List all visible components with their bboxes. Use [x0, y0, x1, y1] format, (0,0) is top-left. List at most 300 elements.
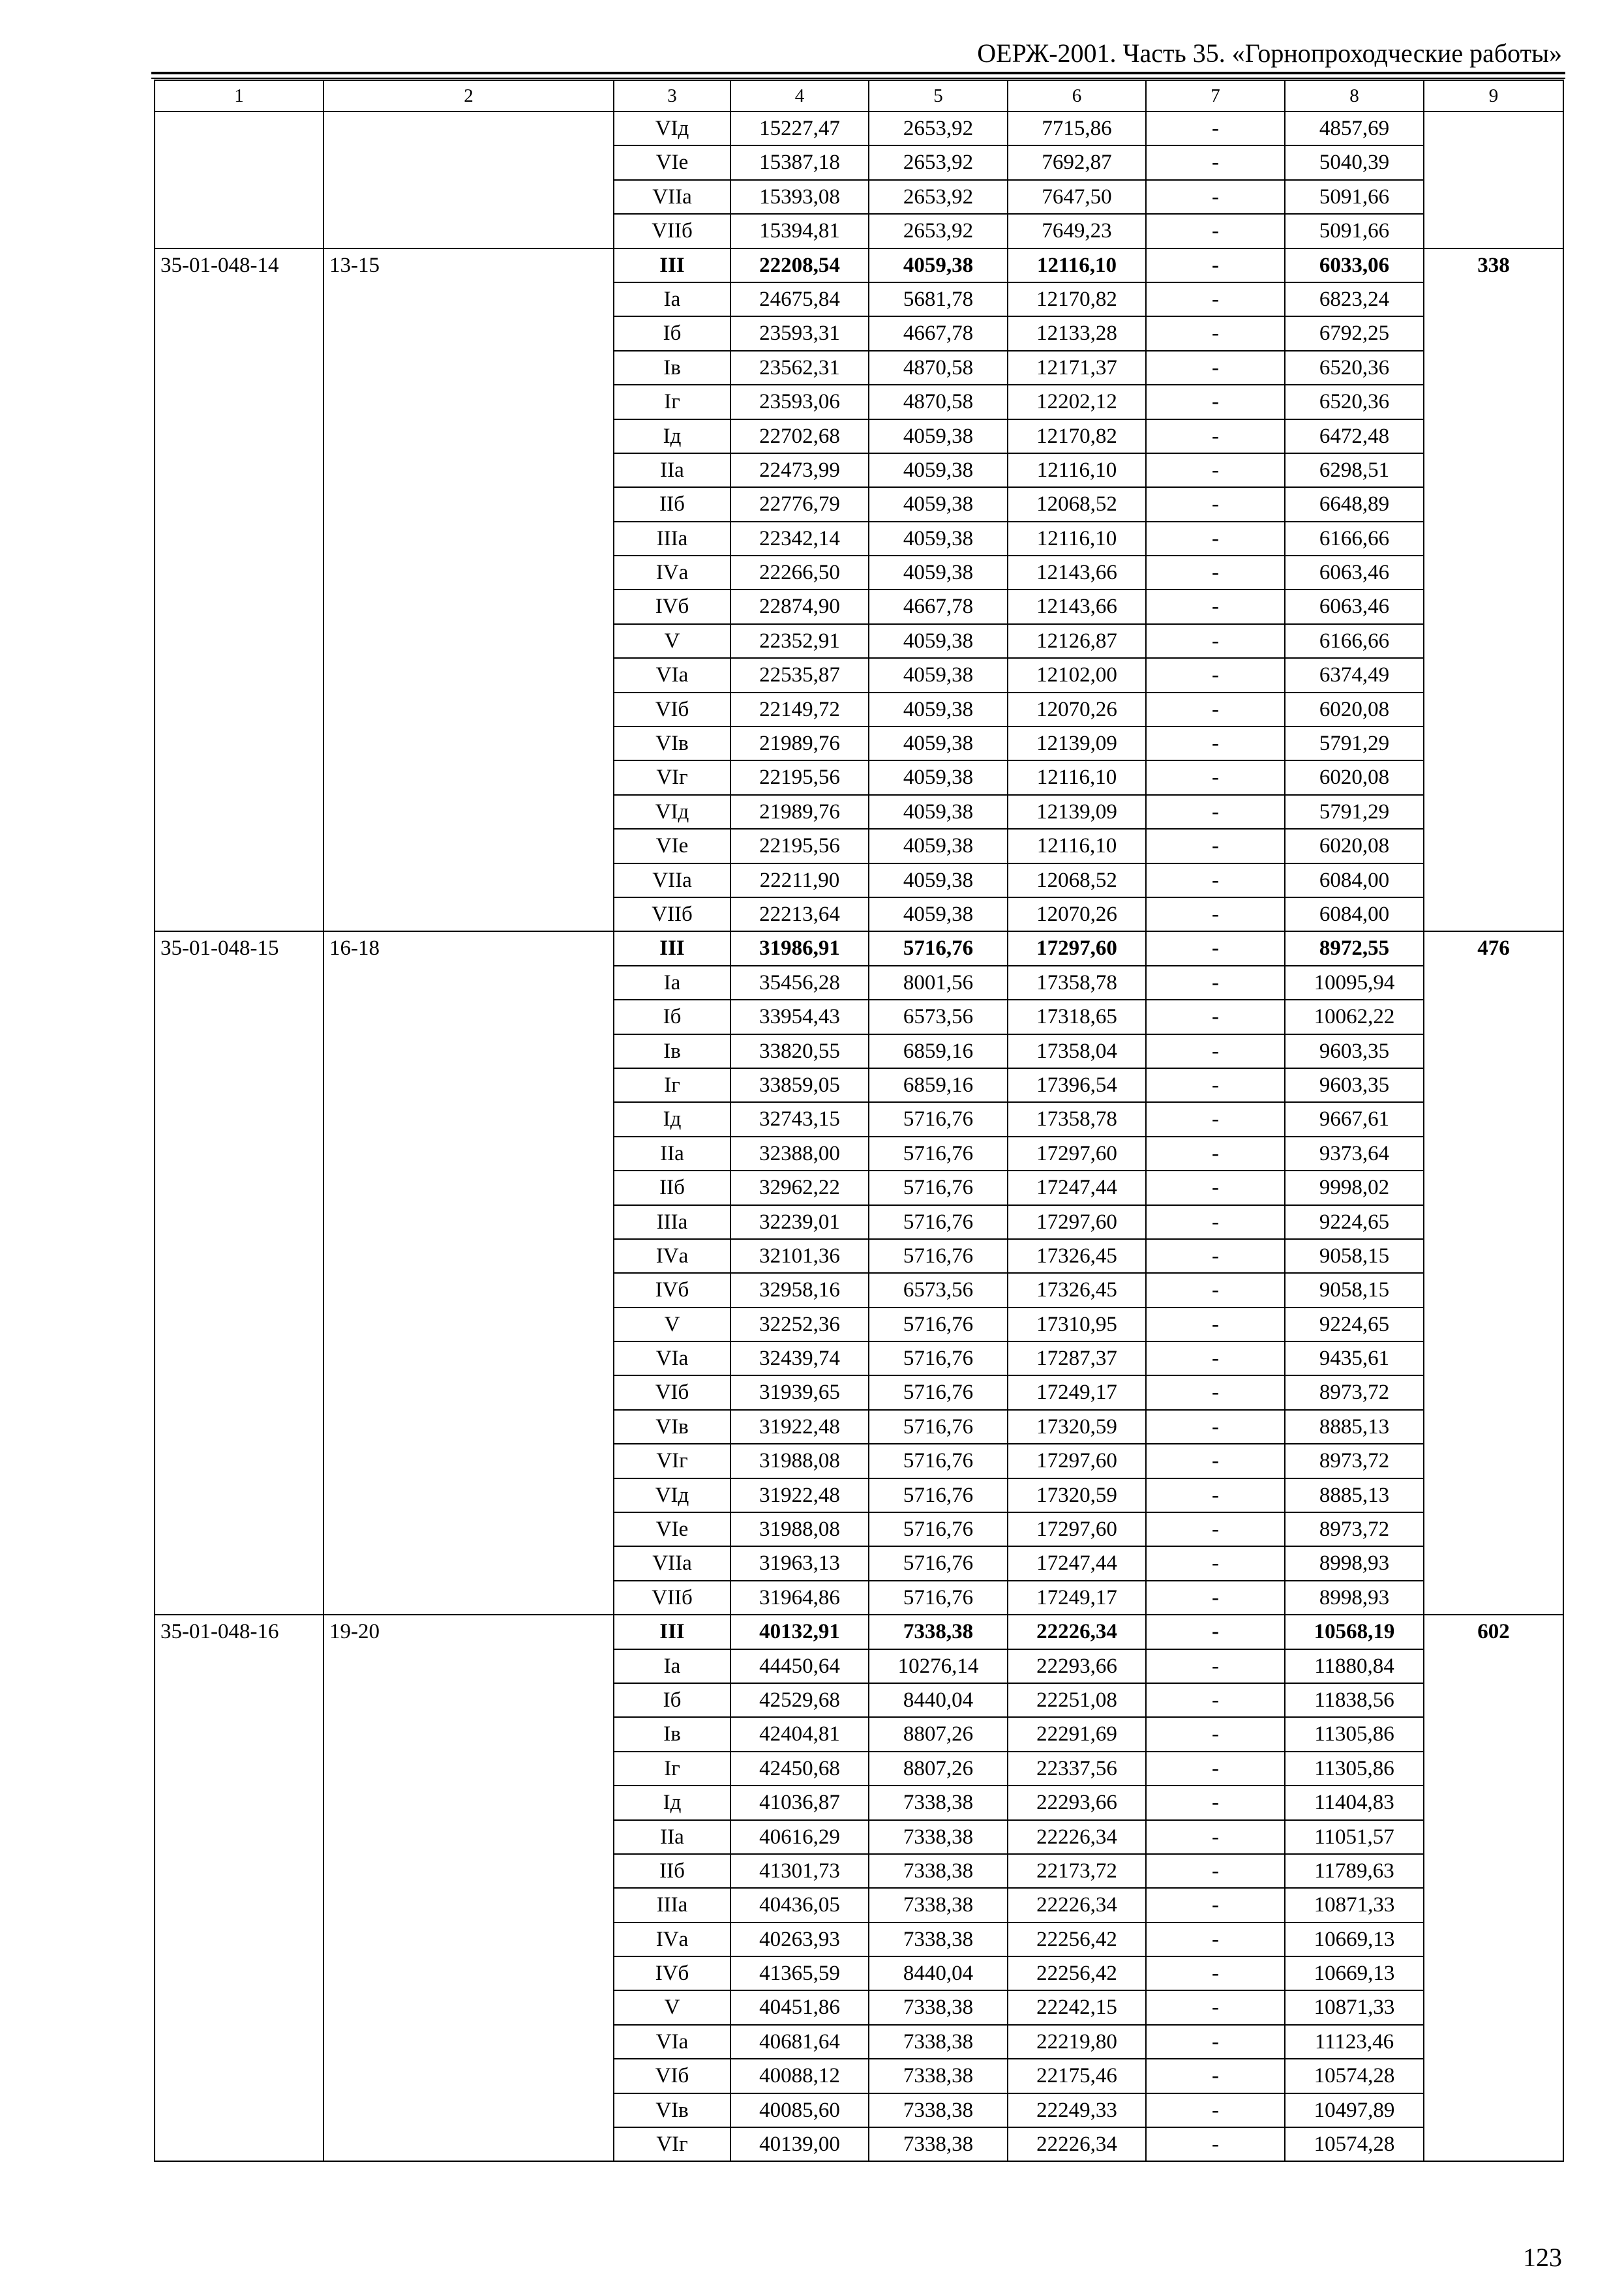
- value-cell: 4059,38: [869, 556, 1008, 590]
- value-cell: 8001,56: [869, 966, 1008, 1000]
- value-cell: -: [1146, 1000, 1285, 1034]
- value-cell: 22337,56: [1008, 1752, 1146, 1786]
- value-cell: -: [1146, 760, 1285, 794]
- value-cell: 17320,59: [1008, 1478, 1146, 1512]
- column-number: 2: [323, 80, 614, 112]
- value-cell: -: [1146, 829, 1285, 863]
- zone-cell: VIе: [614, 1512, 730, 1546]
- value-cell: 22776,79: [730, 487, 869, 521]
- value-cell: 17287,37: [1008, 1341, 1146, 1375]
- value-cell: 8885,13: [1285, 1410, 1424, 1444]
- value-cell: 15227,47: [730, 112, 869, 145]
- value-cell: 17297,60: [1008, 1137, 1146, 1171]
- value-cell: 21989,76: [730, 795, 869, 829]
- value-cell: -: [1146, 1512, 1285, 1546]
- value-cell: 23562,31: [730, 351, 869, 385]
- value-cell: -: [1146, 145, 1285, 179]
- value-cell: -: [1146, 1205, 1285, 1239]
- column-number: 7: [1146, 80, 1285, 112]
- rates-table: [154, 80, 1564, 2162]
- value-cell: 8807,26: [869, 1717, 1008, 1751]
- zone-cell: VIа: [614, 2025, 730, 2059]
- value-cell: -: [1146, 863, 1285, 897]
- value-cell: 7338,38: [869, 1615, 1008, 1649]
- value-cell: 7338,38: [869, 1786, 1008, 1819]
- value-cell: 22473,99: [730, 453, 869, 487]
- value-cell: 41301,73: [730, 1854, 869, 1888]
- value-cell: 22256,42: [1008, 1956, 1146, 1990]
- value-cell: -: [1146, 2093, 1285, 2127]
- zone-cell: IVа: [614, 1239, 730, 1273]
- value-cell: 7338,38: [869, 2127, 1008, 2161]
- zone-cell: VIIа: [614, 863, 730, 897]
- value-cell: 8440,04: [869, 1956, 1008, 1990]
- zone-cell: Iа: [614, 1649, 730, 1683]
- value-cell: 4059,38: [869, 487, 1008, 521]
- value-cell: 31986,91: [730, 931, 869, 965]
- value-cell: 8973,72: [1285, 1375, 1424, 1409]
- value-cell: 32439,74: [730, 1341, 869, 1375]
- value-cell: 15387,18: [730, 145, 869, 179]
- value-cell: -: [1146, 385, 1285, 419]
- value-cell: 6859,16: [869, 1034, 1008, 1068]
- zone-cell: VIа: [614, 658, 730, 692]
- value-cell: 6166,66: [1285, 624, 1424, 658]
- value-cell: 22219,80: [1008, 2025, 1146, 2059]
- value-cell: 10669,13: [1285, 1956, 1424, 1990]
- value-cell: -: [1146, 1171, 1285, 1204]
- value-cell: 22293,66: [1008, 1649, 1146, 1683]
- value-cell: 12116,10: [1008, 829, 1146, 863]
- value-cell: 17297,60: [1008, 1512, 1146, 1546]
- zone-cell: VIв: [614, 726, 730, 760]
- value-cell: 12102,00: [1008, 658, 1146, 692]
- value-cell: 22535,87: [730, 658, 869, 692]
- value-cell: 7338,38: [869, 2093, 1008, 2127]
- header-rule-thin: [151, 78, 1565, 79]
- zone-cell: III: [614, 248, 730, 282]
- value-cell: 9373,64: [1285, 1137, 1424, 1171]
- value-cell: 11305,86: [1285, 1717, 1424, 1751]
- header-rule-thick: [151, 72, 1565, 74]
- value-cell: 12139,09: [1008, 795, 1146, 829]
- value-cell: 6020,08: [1285, 760, 1424, 794]
- value-cell: 4059,38: [869, 863, 1008, 897]
- value-cell: 6084,00: [1285, 897, 1424, 931]
- table-row: [155, 112, 1563, 145]
- zone-cell: IIIа: [614, 1888, 730, 1922]
- zone-cell: V: [614, 1990, 730, 2024]
- value-cell: -: [1146, 522, 1285, 556]
- zone-cell: Iг: [614, 1752, 730, 1786]
- value-cell: 4059,38: [869, 522, 1008, 556]
- parameter-cell: [323, 112, 614, 248]
- value-cell: -: [1146, 248, 1285, 282]
- value-cell: 6648,89: [1285, 487, 1424, 521]
- value-cell: 4059,38: [869, 829, 1008, 863]
- value-cell: 32252,36: [730, 1308, 869, 1341]
- value-cell: 12070,26: [1008, 693, 1146, 726]
- value-cell: 12170,82: [1008, 419, 1146, 453]
- value-cell: 6792,25: [1285, 316, 1424, 350]
- value-cell: 42529,68: [730, 1683, 869, 1717]
- value-cell: 17247,44: [1008, 1546, 1146, 1580]
- zone-cell: Iв: [614, 351, 730, 385]
- zone-cell: Iа: [614, 966, 730, 1000]
- value-cell: 40263,93: [730, 1922, 869, 1956]
- value-cell: 5716,76: [869, 1410, 1008, 1444]
- value-cell: 17358,78: [1008, 966, 1146, 1000]
- value-cell: 9998,02: [1285, 1171, 1424, 1204]
- value-cell: 6020,08: [1285, 829, 1424, 863]
- value-cell: 7338,38: [869, 2025, 1008, 2059]
- column-number-row: [155, 80, 1563, 112]
- value-cell: 8972,55: [1285, 931, 1424, 965]
- value-cell: 11404,83: [1285, 1786, 1424, 1819]
- value-cell: 7338,38: [869, 1990, 1008, 2024]
- value-cell: 22251,08: [1008, 1683, 1146, 1717]
- value-cell: -: [1146, 1956, 1285, 1990]
- value-cell: 5791,29: [1285, 795, 1424, 829]
- value-cell: -: [1146, 1888, 1285, 1922]
- value-cell: 7338,38: [869, 1820, 1008, 1854]
- value-cell: 24675,84: [730, 282, 869, 316]
- zone-cell: V: [614, 1308, 730, 1341]
- zone-cell: Iб: [614, 1683, 730, 1717]
- zone-cell: Iд: [614, 1102, 730, 1136]
- value-cell: 35456,28: [730, 966, 869, 1000]
- value-cell: 6823,24: [1285, 282, 1424, 316]
- value-cell: 12070,26: [1008, 897, 1146, 931]
- value-cell: 22291,69: [1008, 1717, 1146, 1751]
- rate-code-cell: 35-01-048-14: [155, 248, 323, 932]
- value-cell: 6063,46: [1285, 590, 1424, 623]
- value-cell: 22226,34: [1008, 1888, 1146, 1922]
- value-cell: 12170,82: [1008, 282, 1146, 316]
- value-cell: 41365,59: [730, 1956, 869, 1990]
- value-cell: 31939,65: [730, 1375, 869, 1409]
- value-cell: 4059,38: [869, 726, 1008, 760]
- column-number: 1: [155, 80, 323, 112]
- zone-cell: VIе: [614, 829, 730, 863]
- value-cell: 12133,28: [1008, 316, 1146, 350]
- value-cell: 12116,10: [1008, 248, 1146, 282]
- zone-cell: VIб: [614, 1375, 730, 1409]
- value-cell: 4059,38: [869, 658, 1008, 692]
- value-cell: -: [1146, 1649, 1285, 1683]
- value-cell: 6520,36: [1285, 385, 1424, 419]
- value-cell: 4059,38: [869, 693, 1008, 726]
- page-header: ОЕРЖ-2001. Часть 35. «Горнопроходческие работы»: [977, 38, 1562, 68]
- value-cell: 5791,29: [1285, 726, 1424, 760]
- value-cell: 17249,17: [1008, 1375, 1146, 1409]
- value-cell: -: [1146, 726, 1285, 760]
- value-cell: -: [1146, 931, 1285, 965]
- zone-cell: Iг: [614, 385, 730, 419]
- value-cell: -: [1146, 1410, 1285, 1444]
- value-cell: 11123,46: [1285, 2025, 1424, 2059]
- value-cell: 10568,19: [1285, 1615, 1424, 1649]
- value-cell: 7338,38: [869, 1888, 1008, 1922]
- zone-cell: IIб: [614, 487, 730, 521]
- value-cell: 42404,81: [730, 1717, 869, 1751]
- zone-cell: IIа: [614, 453, 730, 487]
- zone-cell: VIв: [614, 2093, 730, 2127]
- zone-cell: III: [614, 931, 730, 965]
- value-cell: 17320,59: [1008, 1410, 1146, 1444]
- zone-cell: VIIа: [614, 180, 730, 214]
- value-cell: 22702,68: [730, 419, 869, 453]
- value-cell: 22213,64: [730, 897, 869, 931]
- value-cell: 21989,76: [730, 726, 869, 760]
- value-cell: 11051,57: [1285, 1820, 1424, 1854]
- value-cell: 5716,76: [869, 1205, 1008, 1239]
- value-cell: 12068,52: [1008, 863, 1146, 897]
- value-cell: -: [1146, 282, 1285, 316]
- value-cell: -: [1146, 1615, 1285, 1649]
- zone-cell: Iб: [614, 1000, 730, 1034]
- value-cell: 31988,08: [730, 1444, 869, 1478]
- value-cell: 12116,10: [1008, 522, 1146, 556]
- value-cell: 22195,56: [730, 829, 869, 863]
- value-cell: 12202,12: [1008, 385, 1146, 419]
- value-cell: 10574,28: [1285, 2059, 1424, 2093]
- zone-cell: IVб: [614, 590, 730, 623]
- parameter-cell: 19-20: [323, 1615, 614, 2161]
- zone-cell: III: [614, 1615, 730, 1649]
- value-cell: -: [1146, 1854, 1285, 1888]
- zone-cell: V: [614, 624, 730, 658]
- value-cell: -: [1146, 1137, 1285, 1171]
- value-cell: 4667,78: [869, 316, 1008, 350]
- value-cell: 12116,10: [1008, 453, 1146, 487]
- value-cell: 6573,56: [869, 1273, 1008, 1307]
- value-cell: 6573,56: [869, 1000, 1008, 1034]
- value-cell: 6166,66: [1285, 522, 1424, 556]
- value-cell: 22352,91: [730, 624, 869, 658]
- value-cell: 12143,66: [1008, 556, 1146, 590]
- value-cell: -: [1146, 1546, 1285, 1580]
- zone-cell: VIIб: [614, 214, 730, 248]
- value-cell: -: [1146, 693, 1285, 726]
- total-cell: 602: [1424, 1615, 1563, 2161]
- value-cell: 8998,93: [1285, 1581, 1424, 1615]
- value-cell: 5716,76: [869, 931, 1008, 965]
- value-cell: 5716,76: [869, 1581, 1008, 1615]
- value-cell: -: [1146, 1034, 1285, 1068]
- zone-cell: Iд: [614, 419, 730, 453]
- value-cell: 33820,55: [730, 1034, 869, 1068]
- value-cell: 7338,38: [869, 1854, 1008, 1888]
- table-row: [155, 248, 1563, 282]
- value-cell: -: [1146, 180, 1285, 214]
- value-cell: 17297,60: [1008, 931, 1146, 965]
- value-cell: 10871,33: [1285, 1888, 1424, 1922]
- value-cell: 22249,33: [1008, 2093, 1146, 2127]
- value-cell: 7338,38: [869, 1922, 1008, 1956]
- value-cell: 22175,46: [1008, 2059, 1146, 2093]
- value-cell: 32743,15: [730, 1102, 869, 1136]
- value-cell: -: [1146, 1239, 1285, 1273]
- value-cell: 9224,65: [1285, 1308, 1424, 1341]
- zone-cell: VIIа: [614, 1546, 730, 1580]
- value-cell: 31922,48: [730, 1478, 869, 1512]
- value-cell: 33954,43: [730, 1000, 869, 1034]
- value-cell: -: [1146, 2025, 1285, 2059]
- parameter-cell: 16-18: [323, 931, 614, 1615]
- value-cell: 9435,61: [1285, 1341, 1424, 1375]
- value-cell: 5091,66: [1285, 214, 1424, 248]
- zone-cell: IVа: [614, 1922, 730, 1956]
- column-number: 3: [614, 80, 730, 112]
- zone-cell: VIг: [614, 2127, 730, 2161]
- value-cell: 41036,87: [730, 1786, 869, 1819]
- zone-cell: VIв: [614, 1410, 730, 1444]
- zone-cell: VIд: [614, 1478, 730, 1512]
- column-number: 9: [1424, 80, 1563, 112]
- value-cell: 22149,72: [730, 693, 869, 726]
- value-cell: 4667,78: [869, 590, 1008, 623]
- value-cell: 5681,78: [869, 282, 1008, 316]
- value-cell: 31922,48: [730, 1410, 869, 1444]
- value-cell: 2653,92: [869, 145, 1008, 179]
- value-cell: 8973,72: [1285, 1512, 1424, 1546]
- value-cell: 17310,95: [1008, 1308, 1146, 1341]
- value-cell: 5091,66: [1285, 180, 1424, 214]
- value-cell: 44450,64: [730, 1649, 869, 1683]
- value-cell: -: [1146, 1820, 1285, 1854]
- value-cell: 7649,23: [1008, 214, 1146, 248]
- value-cell: 4059,38: [869, 419, 1008, 453]
- value-cell: 17326,45: [1008, 1239, 1146, 1273]
- value-cell: 40132,91: [730, 1615, 869, 1649]
- value-cell: 4870,58: [869, 385, 1008, 419]
- total-cell: [1424, 112, 1563, 248]
- value-cell: 8807,26: [869, 1752, 1008, 1786]
- value-cell: -: [1146, 351, 1285, 385]
- value-cell: 31964,86: [730, 1581, 869, 1615]
- zone-cell: IIа: [614, 1137, 730, 1171]
- value-cell: -: [1146, 1068, 1285, 1102]
- zone-cell: VIIб: [614, 897, 730, 931]
- value-cell: 7647,50: [1008, 180, 1146, 214]
- value-cell: 12139,09: [1008, 726, 1146, 760]
- value-cell: -: [1146, 1444, 1285, 1478]
- value-cell: -: [1146, 2059, 1285, 2093]
- value-cell: 4870,58: [869, 351, 1008, 385]
- value-cell: 9058,15: [1285, 1273, 1424, 1307]
- value-cell: 5716,76: [869, 1102, 1008, 1136]
- value-cell: 5716,76: [869, 1512, 1008, 1546]
- zone-cell: IIа: [614, 1820, 730, 1854]
- value-cell: -: [1146, 1581, 1285, 1615]
- zone-cell: VIг: [614, 1444, 730, 1478]
- value-cell: -: [1146, 1786, 1285, 1819]
- zone-cell: VIд: [614, 112, 730, 145]
- zone-cell: IVб: [614, 1273, 730, 1307]
- value-cell: 6374,49: [1285, 658, 1424, 692]
- value-cell: 22266,50: [730, 556, 869, 590]
- value-cell: 17358,04: [1008, 1034, 1146, 1068]
- value-cell: 22342,14: [730, 522, 869, 556]
- value-cell: 5716,76: [869, 1478, 1008, 1512]
- zone-cell: Iв: [614, 1717, 730, 1751]
- value-cell: -: [1146, 214, 1285, 248]
- value-cell: -: [1146, 1478, 1285, 1512]
- column-number: 5: [869, 80, 1008, 112]
- value-cell: 22256,42: [1008, 1922, 1146, 1956]
- value-cell: 17396,54: [1008, 1068, 1146, 1102]
- value-cell: 12143,66: [1008, 590, 1146, 623]
- value-cell: -: [1146, 897, 1285, 931]
- zone-cell: VIб: [614, 693, 730, 726]
- zone-cell: Iб: [614, 316, 730, 350]
- value-cell: -: [1146, 453, 1285, 487]
- value-cell: 22874,90: [730, 590, 869, 623]
- value-cell: 22242,15: [1008, 1990, 1146, 2024]
- value-cell: 23593,06: [730, 385, 869, 419]
- value-cell: -: [1146, 316, 1285, 350]
- value-cell: 12171,37: [1008, 351, 1146, 385]
- value-cell: 4857,69: [1285, 112, 1424, 145]
- value-cell: 12126,87: [1008, 624, 1146, 658]
- value-cell: 17297,60: [1008, 1444, 1146, 1478]
- value-cell: 2653,92: [869, 214, 1008, 248]
- value-cell: 4059,38: [869, 624, 1008, 658]
- zone-cell: VIб: [614, 2059, 730, 2093]
- value-cell: 8885,13: [1285, 1478, 1424, 1512]
- value-cell: -: [1146, 624, 1285, 658]
- value-cell: 5716,76: [869, 1375, 1008, 1409]
- total-cell: 476: [1424, 931, 1563, 1615]
- value-cell: 11838,56: [1285, 1683, 1424, 1717]
- value-cell: 32101,36: [730, 1239, 869, 1273]
- value-cell: 10497,89: [1285, 2093, 1424, 2127]
- zone-cell: VIд: [614, 795, 730, 829]
- value-cell: 40139,00: [730, 2127, 869, 2161]
- zone-cell: IVб: [614, 1956, 730, 1990]
- value-cell: 11880,84: [1285, 1649, 1424, 1683]
- value-cell: 5716,76: [869, 1546, 1008, 1580]
- value-cell: -: [1146, 1341, 1285, 1375]
- total-cell: 338: [1424, 248, 1563, 932]
- value-cell: 15393,08: [730, 180, 869, 214]
- value-cell: 17297,60: [1008, 1205, 1146, 1239]
- value-cell: 22226,34: [1008, 1615, 1146, 1649]
- value-cell: 17318,65: [1008, 1000, 1146, 1034]
- value-cell: 8973,72: [1285, 1444, 1424, 1478]
- value-cell: 22208,54: [730, 248, 869, 282]
- value-cell: 31963,13: [730, 1546, 869, 1580]
- value-cell: 6020,08: [1285, 693, 1424, 726]
- zone-cell: VIг: [614, 760, 730, 794]
- value-cell: -: [1146, 1990, 1285, 2024]
- value-cell: 42450,68: [730, 1752, 869, 1786]
- value-cell: 40436,05: [730, 1888, 869, 1922]
- value-cell: 40681,64: [730, 2025, 869, 2059]
- value-cell: 32239,01: [730, 1205, 869, 1239]
- value-cell: 11789,63: [1285, 1854, 1424, 1888]
- value-cell: 32388,00: [730, 1137, 869, 1171]
- value-cell: 31988,08: [730, 1512, 869, 1546]
- value-cell: 4059,38: [869, 248, 1008, 282]
- value-cell: 9667,61: [1285, 1102, 1424, 1136]
- value-cell: 2653,92: [869, 112, 1008, 145]
- value-cell: 5040,39: [1285, 145, 1424, 179]
- column-number: 4: [730, 80, 869, 112]
- value-cell: 17249,17: [1008, 1581, 1146, 1615]
- value-cell: 32958,16: [730, 1273, 869, 1307]
